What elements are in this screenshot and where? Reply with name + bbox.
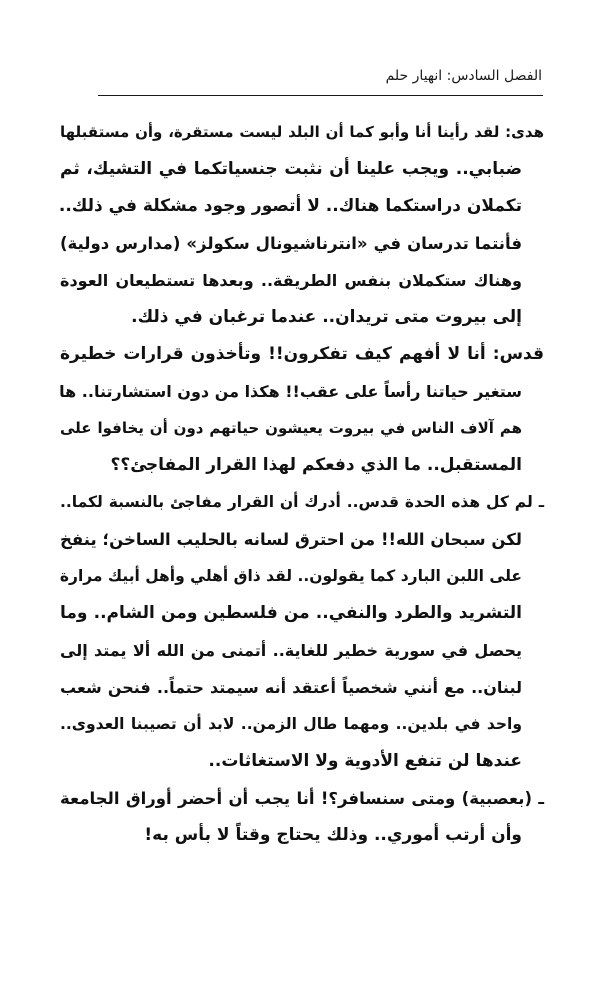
text-line: قدس: أنا لا أفهم كيف تفكرون!! وتأخذون قرارات خطيرة bbox=[60, 344, 544, 364]
text-line: ـ لم كل هذه الحدة قدس.. أدرك أن القرار مفاجئ بالنسبة لكما.. bbox=[60, 493, 544, 511]
text-line: هدى: لقد رأينا أنا وأبو كما أن البلد ليست مستقرة، وأن مستقبلها bbox=[60, 123, 544, 141]
text-line: هم آلاف الناس في بيروت يعيشون حياتهم دون أن يخافوا على bbox=[60, 419, 522, 437]
text-line: ستغير حياتنا رأساً على عقب!! هكذا من دون استشارتنا.. ها bbox=[59, 382, 522, 401]
text-line: لكن سبحان الله!! من احترق لسانه بالحليب الساخن؛ ينفخ bbox=[60, 530, 522, 549]
text-line: لبنان.. مع أنني شخصياً أعتقد أنه سيمتد حتماً.. فنحن شعب bbox=[60, 678, 522, 697]
text-line: واحد في بلدين.. ومهما طال الزمن.. لابد أن تصيبنا العدوى.. bbox=[60, 715, 522, 733]
text-line: وأن أرتب أموري.. وذلك يحتاج وقتاً لا بأس به! bbox=[144, 825, 522, 845]
text-line: المستقبل.. ما الذي دفعكم لهذا القرار المفاجئ؟؟ bbox=[110, 455, 522, 475]
running-header: الفصل السادس: انهيار حلم bbox=[385, 68, 542, 84]
header-rule bbox=[98, 95, 543, 96]
text-line: على اللبن البارد كما يقولون.. لقد ذاق أهلي وأهل أبيك مرارة bbox=[59, 567, 522, 585]
text-line: عندها لن تنفع الأدوية ولا الاستغاثات.. bbox=[208, 751, 522, 771]
text-line: إلى بيروت متى تريدان.. عندما ترغبان في ذلك. bbox=[131, 307, 522, 327]
text-line: التشريد والطرد والنفي.. من فلسطين ومن الشام.. وما bbox=[60, 603, 522, 623]
text-line: وهناك ستكملان بنفس الطريقة.. وبعدها تستطيعان العودة bbox=[60, 271, 522, 290]
text-line: يحصل في سورية خطير للغاية.. أتمنى من الله ألا يمتد إلى bbox=[60, 641, 522, 660]
text-line: تكملان دراستكما هناك.. لا أتصور وجود مشكلة في ذلك.. bbox=[58, 196, 522, 216]
body-text bbox=[60, 114, 544, 854]
text-line: ضبابي.. ويجب علينا أن نثبت جنسياتكما في التشيك، ثم bbox=[60, 159, 522, 179]
text-line: فأنتما تدرسان في «انترناشيونال سكولز» (مدارس دولية) bbox=[60, 234, 522, 253]
text-line: ـ (بعصبية) ومتى سنسافر؟! أنا يجب أن أحضر أوراق الجامعة bbox=[60, 789, 544, 808]
